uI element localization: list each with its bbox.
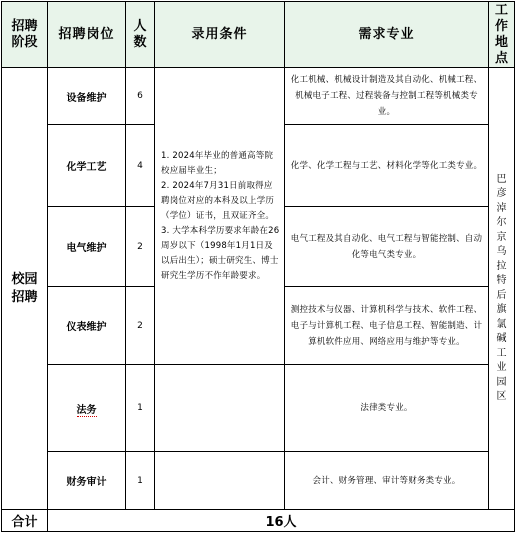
header-location: 工作地点 (489, 2, 515, 68)
total-label: 合计 (2, 510, 48, 532)
position-cell: 设备维护 (48, 68, 126, 125)
count-cell: 2 (126, 207, 155, 287)
count-cell: 2 (126, 287, 155, 365)
condition-item: 2. 2024年7月31日前取得应聘岗位对应的本科及以上学历（学位）证书，且双证齐全。 (161, 180, 275, 221)
position-cell: 法务 (48, 365, 126, 452)
count-cell: 6 (126, 68, 155, 125)
header-position: 招聘岗位 (48, 2, 126, 68)
table-row (2, 68, 515, 125)
header-stage: 招聘阶段 (2, 2, 48, 68)
condition-item: 3. 大学本科学历要求年龄在26周岁以下（1998年1月1日及以后出生）；硕士研究生、博士研究生学历不作年龄要求。 (161, 225, 280, 281)
table-row (2, 365, 515, 452)
position-cell: 仪表维护 (48, 287, 126, 365)
condition-empty-cell (155, 452, 285, 510)
location-cell: 巴彦淖尔京乌拉特后旗氯碱工业园区 (489, 68, 515, 510)
major-cell: 测控技术与仪器、计算机科学与技术、软件工程、电子与计算机工程、电子信息工程、智能制造、计算机软件应用、网络应用与维护等专业。 (285, 287, 489, 365)
condition-item: 1. 2024年毕业的普通高等院校应届毕业生； (161, 150, 274, 176)
position-cell: 财务审计 (48, 452, 126, 510)
major-cell: 化学、化学工程与工艺、材料化学等化工类专业。 (285, 125, 489, 207)
count-cell: 1 (126, 365, 155, 452)
header-condition: 录用条件 (155, 2, 285, 68)
header-count: 人数 (126, 2, 155, 68)
major-cell: 会计、财务管理、审计等财务类专业。 (285, 452, 489, 510)
table-row (2, 452, 515, 510)
position-cell: 电气维护 (48, 207, 126, 287)
major-cell: 化工机械、机械设计制造及其自动化、机械工程、机械电子工程、过程装备与控制工程等机械类专业。 (285, 68, 489, 125)
count-cell: 4 (126, 125, 155, 207)
condition-cell (155, 68, 285, 365)
major-cell: 电气工程及其自动化、电气工程与智能控制、自动化等电气类专业。 (285, 207, 489, 287)
count-cell: 1 (126, 452, 155, 510)
major-cell: 法律类专业。 (285, 365, 489, 452)
recruitment-table (1, 1, 515, 532)
condition-empty-cell (155, 365, 285, 452)
total-row (2, 510, 515, 532)
header-major: 需求专业 (285, 2, 489, 68)
position-cell: 化学工艺 (48, 125, 126, 207)
header-row (2, 2, 515, 68)
total-value: 16人 (48, 510, 515, 532)
stage-cell: 校园招聘 (2, 68, 48, 510)
